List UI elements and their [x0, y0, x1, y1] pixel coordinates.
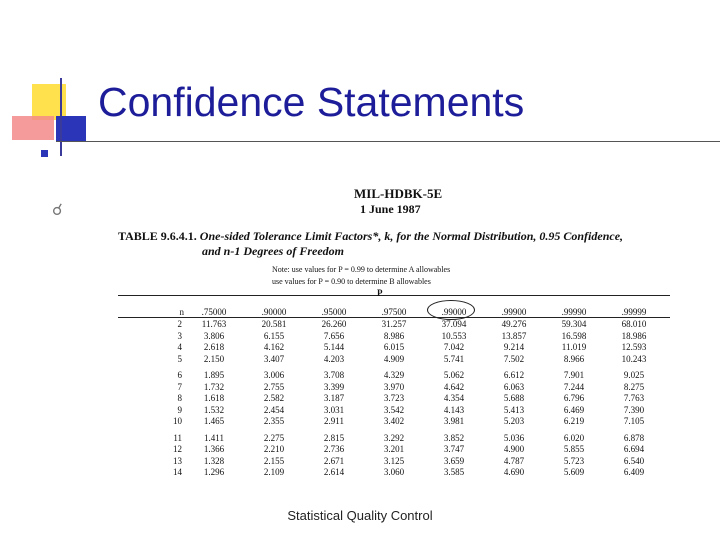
column-header-p: .75000: [201, 307, 227, 317]
document-id: MIL-HDBK-5E: [354, 186, 443, 201]
factor-cell: 2.454: [263, 404, 285, 415]
factor-cell: 3.659: [443, 455, 465, 466]
factor-cell: 10.243: [621, 353, 647, 364]
factor-cell: 8.275: [623, 381, 645, 392]
row-n-cell: 9: [177, 404, 182, 415]
factor-cell: 6.063: [503, 381, 525, 392]
factor-cell: 1.296: [203, 467, 225, 477]
factor-cell: 1.465: [203, 416, 225, 426]
factor-cell: 1.328: [203, 455, 225, 466]
decor-bullet-dot: [41, 150, 48, 157]
factor-cell: 2.736: [323, 444, 345, 454]
factor-cell: 1.618: [203, 393, 225, 403]
table-row: [110, 342, 664, 354]
factor-cell: 4.690: [503, 467, 525, 477]
factor-cell: 1.366: [203, 444, 225, 454]
row-n-cell: 13: [173, 455, 182, 466]
factor-cell: 3.407: [263, 353, 285, 364]
factor-cell: 37.094: [441, 319, 467, 329]
factor-cell: 2.355: [263, 416, 285, 426]
factor-cell: 3.806: [203, 330, 225, 341]
table-row: [110, 319, 664, 331]
factor-cell: 5.144: [323, 342, 345, 352]
table-row: [110, 405, 664, 417]
factor-cell: 5.723: [563, 455, 585, 466]
factor-cell: 3.187: [323, 393, 345, 403]
factor-cell: 3.723: [383, 393, 405, 403]
factor-cell: 7.656: [323, 330, 345, 341]
factor-cell: 5.609: [563, 467, 585, 477]
factor-cell: 3.970: [383, 381, 405, 392]
row-n-cell: 2: [177, 319, 182, 329]
factor-cell: 13.857: [501, 330, 527, 341]
factor-cell: 1.895: [203, 370, 225, 380]
table-row: [110, 365, 664, 382]
factor-cell: 2.671: [323, 455, 345, 466]
table-note-line2: use values for P = 0.90 to determine B allowables: [272, 277, 431, 286]
factor-cell: 11.763: [201, 319, 227, 329]
factor-cell: 6.540: [623, 455, 645, 466]
factor-cell: 4.642: [443, 381, 465, 392]
factor-cell: 5.203: [503, 416, 525, 426]
factor-cell: 2.155: [263, 455, 285, 466]
factor-cell: 4.329: [383, 370, 405, 380]
factor-cell: 9.025: [623, 370, 645, 380]
factor-cell: 7.244: [563, 381, 585, 392]
table-caption-text: One-sided Tolerance Limit Factors*, k, for the Normal Distribution, 0.95 Confidence,: [199, 229, 624, 243]
table-row: [110, 382, 664, 394]
table-row: [110, 393, 664, 405]
table-label: TABLE 9.6.4.1.: [118, 229, 197, 243]
factor-cell: 31.257: [381, 319, 407, 329]
factor-cell: 2.614: [323, 467, 345, 477]
factor-cell: 2.210: [263, 444, 285, 454]
factor-cell: 1.732: [203, 381, 225, 392]
title-underline: [56, 141, 720, 142]
table-header-row: [110, 305, 664, 319]
document-date: 1 June 1987: [360, 202, 421, 216]
slide-footer: Statistical Quality Control: [287, 508, 433, 523]
table-row: [110, 428, 664, 445]
factor-cell: 3.292: [383, 432, 405, 443]
slide-title: Confidence Statements: [98, 79, 525, 125]
table-row: [110, 444, 664, 456]
factor-cell: 3.399: [323, 381, 345, 392]
factor-cell: 5.413: [503, 404, 525, 415]
factor-cell: 8.986: [383, 330, 405, 341]
row-n-cell: 4: [177, 342, 182, 352]
factor-cell: 6.796: [563, 393, 585, 403]
table-rule-top: [118, 295, 670, 296]
factor-cell: 4.900: [503, 444, 525, 454]
factor-cell: 26.260: [321, 319, 347, 329]
table-row: [110, 354, 664, 366]
factor-cell: 20.581: [261, 319, 287, 329]
factor-cell: 3.852: [443, 432, 465, 443]
row-n-cell: 3: [177, 330, 182, 341]
factor-cell: 3.125: [383, 455, 405, 466]
row-n-cell: 5: [177, 353, 182, 364]
factor-cell: 4.354: [443, 393, 465, 403]
factor-cell: 7.042: [443, 342, 465, 352]
factor-cell: 3.031: [323, 404, 345, 415]
factor-cell: 5.036: [503, 432, 525, 443]
column-header-p: .99000: [441, 307, 467, 317]
factor-cell: 5.062: [443, 370, 465, 380]
column-header-p: .95000: [321, 307, 347, 317]
factor-cell: 2.911: [324, 416, 344, 426]
factor-cell: 68.010: [621, 319, 647, 329]
column-header-p: .90000: [261, 307, 287, 317]
column-header-p: .99999: [621, 307, 647, 317]
factor-cell: 3.060: [383, 467, 405, 477]
factor-cell: 3.006: [263, 370, 285, 380]
factor-cell: 2.618: [203, 342, 225, 352]
factor-cell: 2.582: [263, 393, 285, 403]
column-header-p: .99990: [561, 307, 587, 317]
factor-cell: 1.411: [204, 432, 224, 443]
table-row: [110, 456, 664, 468]
factor-cell: 4.162: [263, 342, 285, 352]
row-n-cell: 14: [173, 467, 182, 477]
factor-cell: 3.402: [383, 416, 405, 426]
factor-cell: 9.214: [503, 342, 525, 352]
factor-cell: 5.741: [443, 353, 465, 364]
row-n-cell: 6: [177, 370, 182, 380]
factor-cell: 3.981: [443, 416, 465, 426]
factor-cell: 3.747: [443, 444, 465, 454]
factor-cell: 8.966: [563, 353, 585, 364]
factor-cell: 7.901: [563, 370, 585, 380]
factor-cell: 6.409: [623, 467, 645, 477]
factor-cell: 5.688: [503, 393, 525, 403]
factor-cell: 12.593: [621, 342, 647, 352]
row-n-cell: 10: [173, 416, 182, 426]
row-n-cell: 7: [177, 381, 182, 392]
factor-cell: 6.015: [383, 342, 405, 352]
decor-red-bar: [12, 116, 54, 140]
factor-cell: 1.532: [203, 404, 225, 415]
p-label: P: [377, 288, 383, 298]
factor-cell: 3.201: [383, 444, 405, 454]
factor-cell: 6.155: [263, 330, 285, 341]
table-note-line1: Note: use values for P = 0.99 to determine A allowables: [272, 265, 451, 274]
factor-cell: 6.469: [563, 404, 585, 415]
factor-cell: 18.986: [621, 330, 647, 341]
row-n-cell: 8: [177, 393, 182, 403]
factor-cell: 11.019: [561, 342, 587, 352]
factor-cell: 4.787: [503, 455, 525, 466]
factor-cell: 2.815: [323, 432, 345, 443]
factor-cell: 59.304: [561, 319, 587, 329]
column-header-p: .99900: [501, 307, 527, 317]
factor-cell: 3.585: [443, 467, 465, 477]
factor-cell: 6.878: [623, 432, 645, 443]
table-row: [110, 416, 664, 428]
table-caption-line2: and n-1 Degrees of Freedom: [202, 244, 344, 258]
factor-cell: 16.598: [561, 330, 587, 341]
factor-cell: 6.694: [623, 444, 645, 454]
scanned-table-image: [110, 180, 670, 500]
factor-cell: 7.502: [503, 353, 525, 364]
factor-cell: 2.150: [203, 353, 225, 364]
row-n-cell: 12: [173, 444, 182, 454]
factor-cell: 2.109: [263, 467, 285, 477]
factor-cell: 6.219: [563, 416, 585, 426]
factor-cell: 7.763: [623, 393, 645, 403]
factor-cell: 7.105: [623, 416, 645, 426]
factor-cell: 3.542: [383, 404, 405, 415]
factor-cell: 4.909: [383, 353, 405, 364]
factor-cell: 4.143: [443, 404, 465, 415]
row-n-cell: 11: [173, 432, 182, 443]
decor-vertical-line: [60, 78, 62, 156]
factor-cell: 2.755: [263, 381, 285, 392]
table-row: [110, 467, 664, 479]
factor-cell: 5.855: [563, 444, 585, 454]
factor-cell: 7.390: [623, 404, 645, 415]
factor-cell: 10.553: [441, 330, 467, 341]
column-header-n: n: [179, 307, 184, 317]
table-caption-line1: [118, 229, 623, 244]
factor-cell: 3.708: [323, 370, 345, 380]
factor-cell: 4.203: [323, 353, 345, 364]
factor-cell: 49.276: [501, 319, 527, 329]
factor-cell: 6.020: [563, 432, 585, 443]
factor-cell: 2.275: [263, 432, 285, 443]
factor-cell: 6.612: [503, 370, 525, 380]
margin-scribble: ☌: [52, 202, 63, 219]
column-header-p: .97500: [381, 307, 407, 317]
table-row: [110, 331, 664, 343]
tolerance-factor-table: [110, 305, 664, 479]
